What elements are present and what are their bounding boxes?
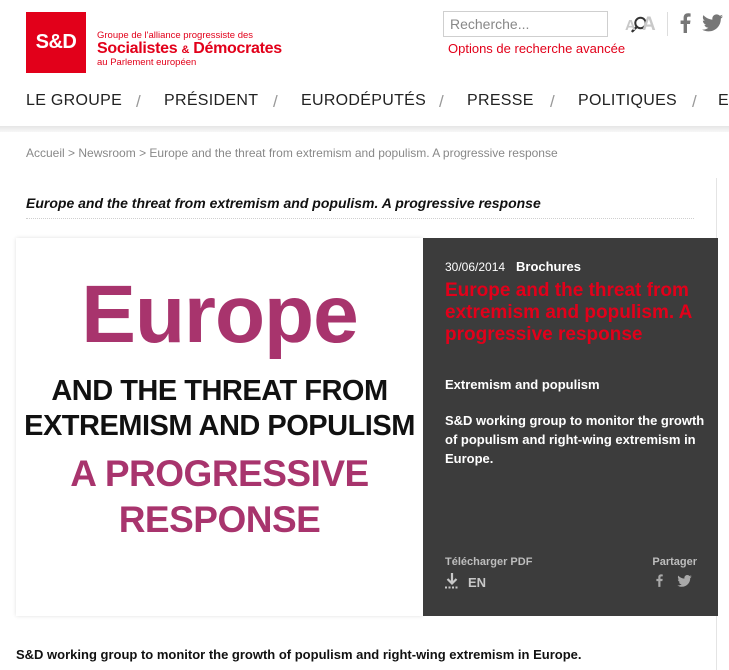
publication-date: 30/06/2014 xyxy=(445,260,506,274)
logo[interactable]: S&D xyxy=(26,12,86,73)
cover-line-2: AND THE THREAT FROM xyxy=(51,375,388,407)
nav-separator: / xyxy=(692,92,697,111)
publication-tag[interactable]: Extremism and populism xyxy=(445,377,600,392)
main-nav xyxy=(0,92,729,114)
publication-info-panel xyxy=(423,238,718,616)
breadcrumb-separator: > xyxy=(64,146,79,160)
article-summary: S&D working group to monitor the growth of populism and right-wing extremism in Europe. xyxy=(16,647,582,662)
cover-line-4: A PROGRESSIVE xyxy=(70,453,369,494)
advanced-search-link[interactable]: Options de recherche avancée xyxy=(448,41,626,56)
search-box xyxy=(443,11,608,37)
publication-category[interactable]: Brochures xyxy=(516,259,582,274)
share-label: Partager xyxy=(652,556,697,568)
logo-line-2 xyxy=(97,41,282,58)
publication-title[interactable]: Europe and the threat from extremism and populism. A progressive response xyxy=(445,280,692,345)
publication-description: S&D working group to monitor the growth of populism and right-wing extremism in Europe. xyxy=(445,413,705,466)
nav-separator: / xyxy=(550,92,555,111)
facebook-icon[interactable] xyxy=(680,13,691,38)
breadcrumb xyxy=(26,146,558,160)
nav-item-more[interactable]: E xyxy=(718,92,729,109)
page-title: Europe and the threat from extremism and populism. A progressive response xyxy=(26,195,541,211)
logo-socialistes: Socialistes xyxy=(97,39,178,57)
nav-item-presse[interactable]: PRESSE xyxy=(467,92,534,109)
title-divider xyxy=(26,218,694,219)
nav-item-president[interactable]: PRÉSIDENT xyxy=(164,92,259,109)
nav-shadow xyxy=(0,126,729,132)
font-size-decrease-button[interactable]: A xyxy=(625,17,636,34)
brochure-cover-image[interactable] xyxy=(16,238,423,616)
logo-line-1: Groupe de l'alliance progressiste des xyxy=(97,30,254,41)
breadcrumb-home[interactable]: Accueil xyxy=(26,146,65,160)
breadcrumb-separator: > xyxy=(135,146,150,160)
breadcrumb-newsroom[interactable]: Newsroom xyxy=(78,146,136,160)
nav-separator: / xyxy=(439,92,444,111)
search-input[interactable] xyxy=(444,12,631,36)
cover-title-europe: Europe xyxy=(81,269,358,360)
download-language: EN xyxy=(468,575,487,590)
download-pdf-link[interactable] xyxy=(445,573,486,592)
cover-line-3: EXTREMISM AND POPULISM xyxy=(24,410,415,442)
cover-line-5: RESPONSE xyxy=(118,499,321,540)
nav-separator: / xyxy=(136,92,141,111)
header-divider xyxy=(667,12,668,36)
nav-item-politiques[interactable]: POLITIQUES xyxy=(578,92,678,109)
download-label: Télécharger PDF xyxy=(445,556,533,568)
nav-item-le-groupe[interactable]: LE GROUPE xyxy=(26,92,123,109)
cover-tagline xyxy=(16,451,423,543)
logo-ampersand: & xyxy=(181,43,190,56)
breadcrumb-current: Europe and the threat from extremism and populism. A progressive response xyxy=(149,146,558,160)
cover-subtitle xyxy=(16,374,423,444)
font-size-increase-button[interactable]: A xyxy=(642,14,656,35)
logo-democrates: Démocrates xyxy=(193,39,282,57)
logo-text[interactable] xyxy=(97,31,282,68)
share-facebook-icon[interactable] xyxy=(656,574,663,592)
twitter-icon[interactable] xyxy=(702,14,723,37)
share-twitter-icon[interactable] xyxy=(677,574,692,592)
nav-separator: / xyxy=(273,92,278,111)
download-icon xyxy=(445,573,459,592)
nav-item-eurodeputes[interactable]: EURODÉPUTÉS xyxy=(301,92,427,109)
logo-line-3: au Parlement européen xyxy=(97,56,197,68)
